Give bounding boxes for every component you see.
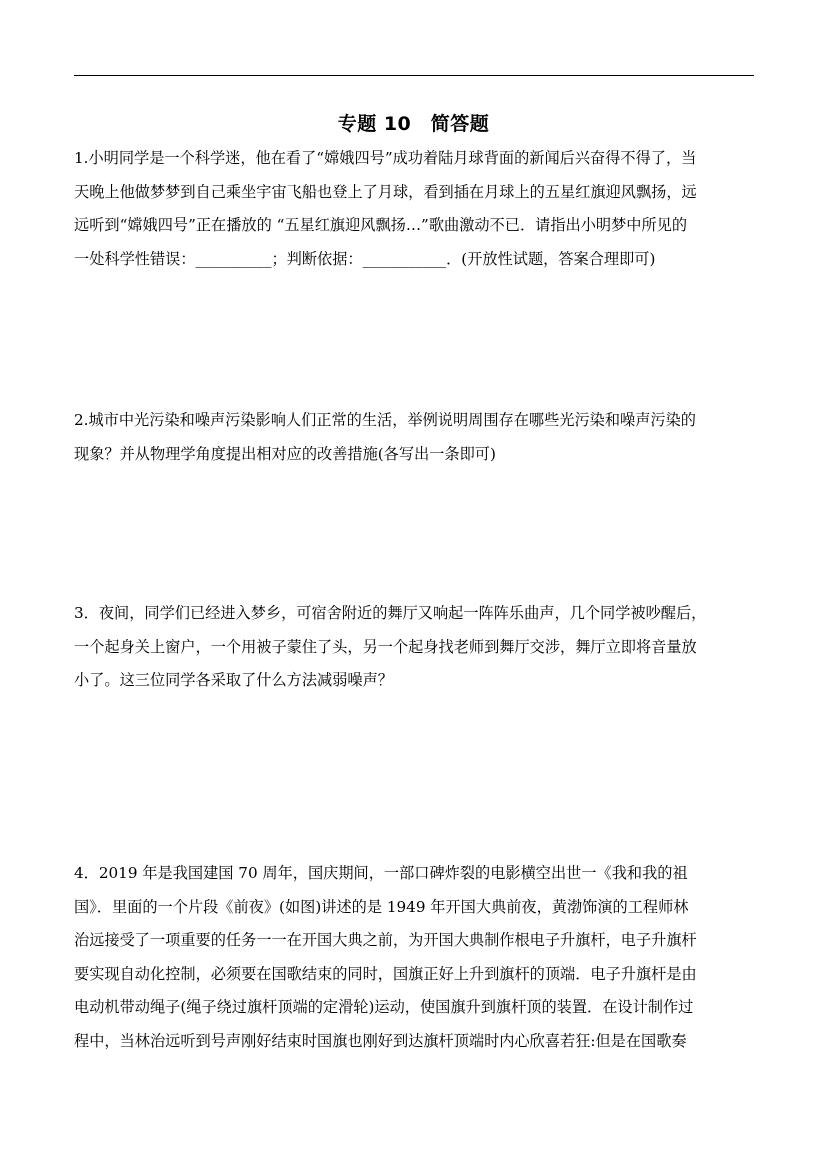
question-1 [74,142,754,276]
question-line: 电动机带动绳子(绳子绕过旗杆顶端的定滑轮)运动，使国旗升到旗杆顶的装置．在设计制作过 [74,998,694,1016]
header-rule [74,75,754,76]
question-line: 程中，当林治远听到号声刚好结束时国旗也刚好到达旗杆顶端时内心欣喜若狂:但是在国歌奏 [74,1031,687,1050]
question-line: 治远接受了一项重要的任务一一在开国大典之前，为开国大典制作根电子升旗杆，电子升旗杆 [74,931,697,949]
question-line: 一个起身关上窗户，一个用被子蒙住了头，另一个起身找老师到舞厅交涉，舞厅立即将音量放 [74,637,697,656]
question-line: 国》．里面的一个片段《前夜》(如图)讲述的是 1949 年开国大典前夜，黄渤饰演的工程师林 [74,897,689,916]
question-4 [74,857,754,1058]
question-line: 4．2019 年是我国建国 70 周年，国庆期间，一部口碑炸裂的电影横空出世一《我和我的祖 [74,864,688,882]
question-line: 现象？并从物理学角度提出相对应的改善措施(各写出一条即可) [74,444,496,463]
question-2 [74,404,754,471]
question-line: 小了。这三位同学各采取了什么方法减弱噪声？ [74,671,393,689]
question-line: 天晚上他做梦梦到自己乘坐宇宙飞船也登上了月球，看到插在月球上的五星红旗迎风飘扬，远 [74,182,697,201]
page-title: 专题 10 简答题 [337,113,490,135]
question-line: 要实现自动化控制，必须要在国歌结束的同时，国旗正好上升到旗杆的顶端．电子升旗杆是由 [74,964,697,983]
question-3 [74,597,754,698]
question-line: 2.城市中光污染和噪声污染影响人们正常的生活，举例说明周围存在哪些光污染和噪声污染的 [74,411,696,429]
question-line: 一处科学性错误：__________；判断依据：___________．(开放性试题，答案合理即可) [74,249,656,268]
question-line: 1.小明同学是一个科学迷，他在看了“嫦娥四号”成功着陆月球背面的新闻后兴奋得不得了，当 [74,149,697,167]
question-line: 3．夜间，同学们已经进入梦乡，可宿舍附近的舞厅又响起一阵阵乐曲声，几个同学被吵醒后， [74,604,707,622]
question-line: 远听到“嫦娥四号”正在播放的 “五星红旗迎风飘扬…”歌曲激动不已．请指出小明梦中所见的 [74,216,688,234]
